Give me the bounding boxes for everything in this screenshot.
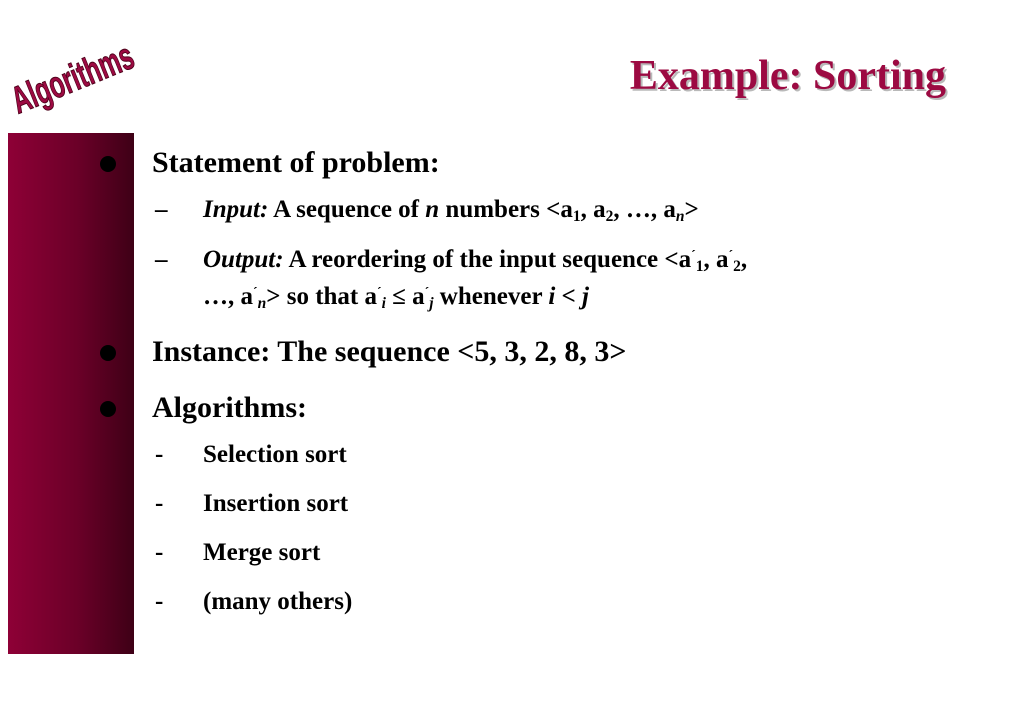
sub-bullet-output xyxy=(100,241,980,315)
subscript: 2 xyxy=(733,257,741,275)
bullet-text: Instance: The sequence <5, 3, 2, 8, 3> xyxy=(152,335,627,368)
bullet-dot-icon xyxy=(100,401,116,417)
prime-mark: ´ xyxy=(253,284,258,300)
bullet-text: Statement of problem: xyxy=(152,146,440,179)
bullet-text: Algorithms: xyxy=(152,391,307,424)
slide-title: Example: Sorting xyxy=(629,53,946,99)
subscript: n xyxy=(675,207,685,225)
output-label: Output: xyxy=(203,246,284,273)
list-item xyxy=(100,437,980,472)
list-item xyxy=(100,535,980,570)
input-text: A sequence of xyxy=(268,196,426,223)
list-item-text: (many others) xyxy=(203,588,353,615)
output-text: whenever xyxy=(433,283,549,310)
input-text: , …, a xyxy=(613,196,676,223)
input-label: Input: xyxy=(203,196,269,223)
list-item-text: Insertion sort xyxy=(203,490,349,517)
input-text: , a xyxy=(580,196,606,223)
output-text: A reordering of the input sequence <a xyxy=(283,246,692,273)
sub-bullet-input xyxy=(100,192,980,227)
logo-text: Algorithms xyxy=(5,8,208,123)
subscript: n xyxy=(257,294,267,312)
prime-mark: ´ xyxy=(691,247,696,263)
dash-marker: - xyxy=(155,490,164,517)
prime-mark: ´ xyxy=(377,284,382,300)
output-text: , xyxy=(740,246,748,273)
prime-mark: ´ xyxy=(424,284,430,300)
prime-mark: ´ xyxy=(728,247,734,263)
input-var-n: n xyxy=(425,196,440,223)
subscript: 1 xyxy=(695,257,704,275)
subscript: j xyxy=(429,294,434,312)
bullet-algorithms xyxy=(100,389,980,427)
input-text: numbers <a xyxy=(439,196,573,223)
list-item-text: Merge sort xyxy=(203,539,321,566)
algorithms-logo xyxy=(5,8,208,123)
list-item-text: Selection sort xyxy=(203,441,347,468)
bullet-statement xyxy=(100,144,980,182)
subscript: 2 xyxy=(605,207,614,225)
output-text: < xyxy=(555,283,583,310)
dash-marker: - xyxy=(155,441,164,468)
bullet-dot-icon xyxy=(100,156,116,172)
list-item xyxy=(100,486,980,521)
output-text: …, a xyxy=(203,283,253,310)
subscript: 1 xyxy=(572,207,581,225)
output-text: ≤ a xyxy=(385,283,425,310)
var-i: i xyxy=(548,283,556,310)
slide-body xyxy=(100,140,980,619)
dash-marker: - xyxy=(155,588,164,615)
dash-marker: – xyxy=(155,196,168,223)
dash-marker: – xyxy=(155,246,168,273)
input-text: > xyxy=(684,196,699,223)
bullet-dot-icon xyxy=(100,345,116,361)
subscript: i xyxy=(381,294,386,312)
dash-marker: - xyxy=(155,539,164,566)
output-text: > so that a xyxy=(266,283,377,310)
output-text: , a xyxy=(703,246,729,273)
bullet-instance xyxy=(100,333,980,371)
var-j: j xyxy=(582,283,589,310)
list-item xyxy=(100,584,980,619)
